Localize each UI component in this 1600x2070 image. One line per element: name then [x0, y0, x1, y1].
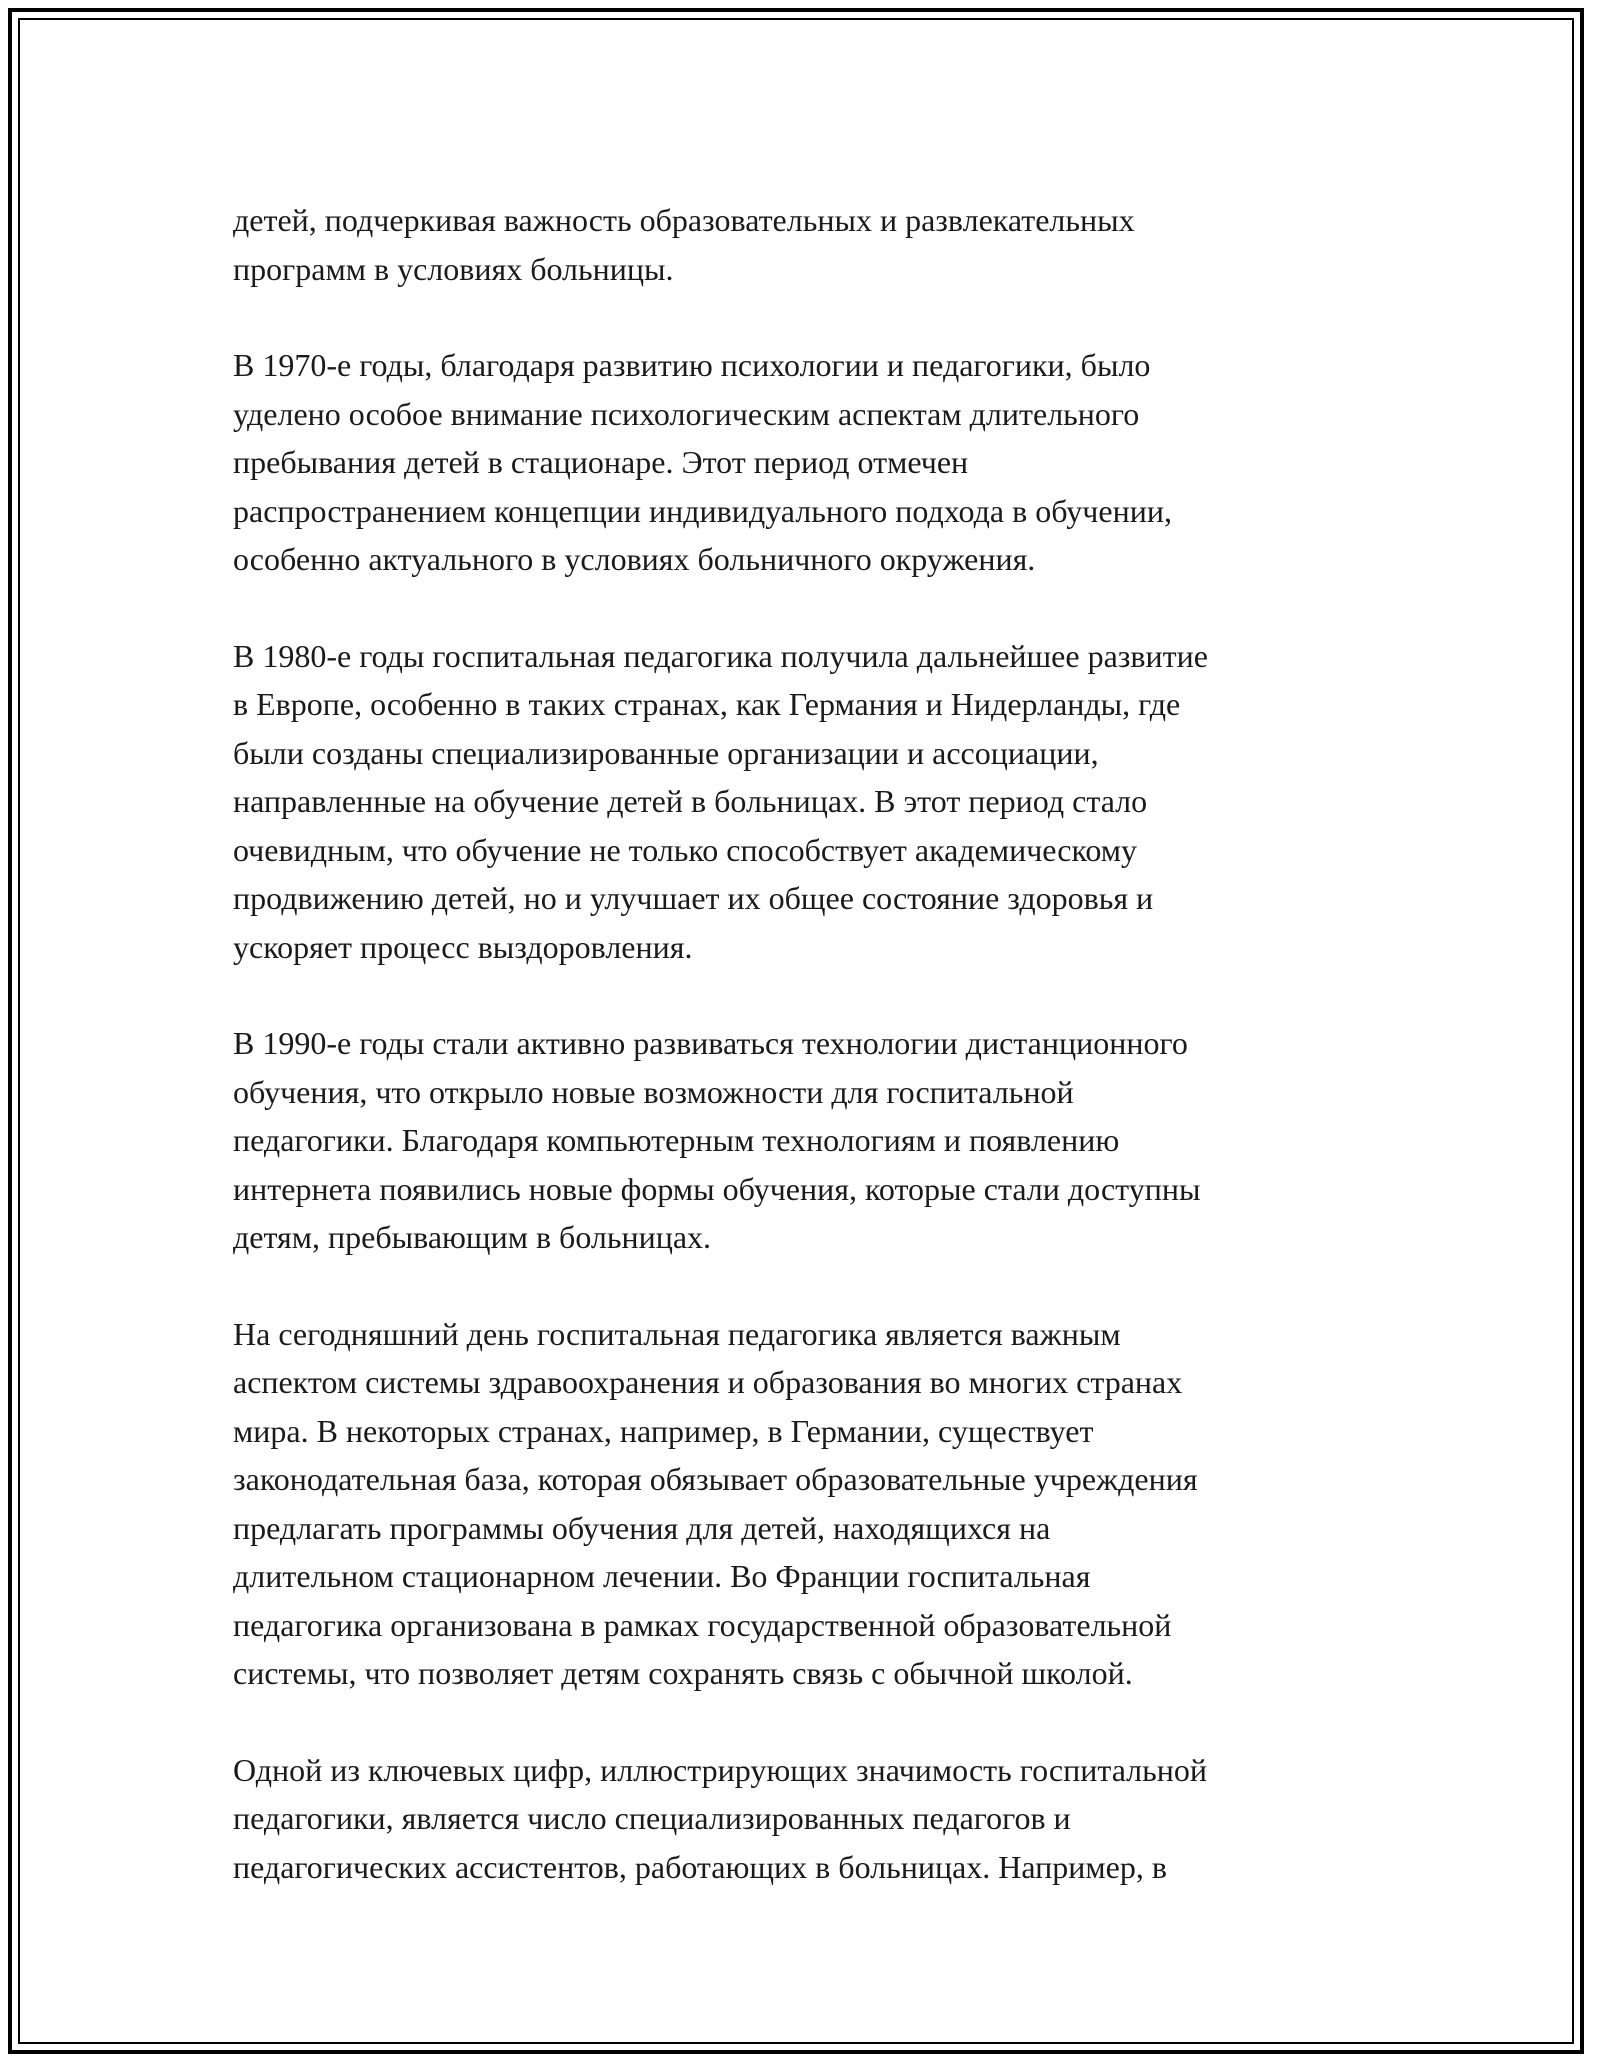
text-line: педагогика организована в рамках государственной образовательной: [233, 1606, 1172, 1643]
page-frame: [8, 8, 1584, 2054]
text-line: были созданы специализированные организации и ассоциации,: [233, 734, 1099, 771]
text-line: В 1990-е годы стали активно развиваться технологии дистанционного: [233, 1025, 1188, 1061]
text-line: уделено особое внимание психологическим аспектам длительного: [233, 395, 1140, 432]
paragraph: [233, 196, 1383, 293]
text-line: в Европе, особенно в таких странах, как Германия и Нидерланды, где: [233, 686, 1181, 722]
text-line: В 1980-е годы госпитальная педагогика получила дальнейшее развитие: [233, 637, 1208, 674]
text-line: мира. В некоторых странах, например, в Германии, существует: [233, 1412, 1094, 1449]
text-line: программ в условиях больницы.: [233, 250, 674, 287]
text-line: Одной из ключевых цифр, иллюстрирующих значимость госпитальной: [233, 1751, 1207, 1788]
text-line: законодательная база, которая обязывает образовательные учреждения: [233, 1461, 1198, 1497]
text-line: распространением концепции индивидуального подхода в обучении,: [233, 492, 1172, 529]
text-line: очевидным, что обучение не только способствует академическому: [233, 831, 1138, 868]
text-line: пребывания детей в стационаре. Этот период отмечен: [233, 444, 969, 480]
text-line: В 1970-е годы, благодаря развитию психологии и педагогики, было: [233, 347, 1151, 383]
paragraph: [233, 341, 1383, 584]
paragraph: [233, 632, 1383, 972]
text-line: детям, пребывающим в больницах.: [233, 1219, 712, 1255]
paragraph: [233, 1019, 1383, 1262]
text-line: длительном стационарном лечении. Во Франции госпитальная: [233, 1558, 1091, 1594]
text-line: предлагать программы обучения для детей, находящихся на: [233, 1509, 1051, 1546]
text-line: интернета появились новые формы обучения, которые стали доступны: [233, 1170, 1201, 1207]
text-line: обучения, что открыло новые возможности для госпитальной: [233, 1073, 1074, 1110]
text-line: особенно актуального в условиях больничного окружения.: [233, 541, 1036, 577]
text-line: педагогических ассистентов, работающих в больницах. Например, в: [233, 1848, 1167, 1885]
text-line: направленные на обучение детей в больницах. В этот период стало: [233, 783, 1148, 819]
document-body: [233, 196, 1383, 1939]
paragraph: [233, 1310, 1383, 1698]
text-line: ускоряет процесс выздоровления.: [233, 928, 693, 965]
text-line: На сегодняшний день госпитальная педагогика является важным: [233, 1315, 1121, 1352]
text-line: детей, подчеркивая важность образовательных и развлекательных: [233, 202, 1135, 238]
text-line: продвижению детей, но и улучшает их общее состояние здоровья и: [233, 880, 1154, 916]
text-line: системы, что позволяет детям сохранять связь с обычной школой.: [233, 1655, 1133, 1691]
paragraph: [233, 1746, 1383, 1892]
text-line: педагогики. Благодаря компьютерным технологиям и появлению: [233, 1122, 1120, 1158]
text-line: педагогики, является число специализированных педагогов и: [233, 1800, 1071, 1836]
text-line: аспектом системы здравоохранения и образования во многих странах: [233, 1364, 1183, 1400]
